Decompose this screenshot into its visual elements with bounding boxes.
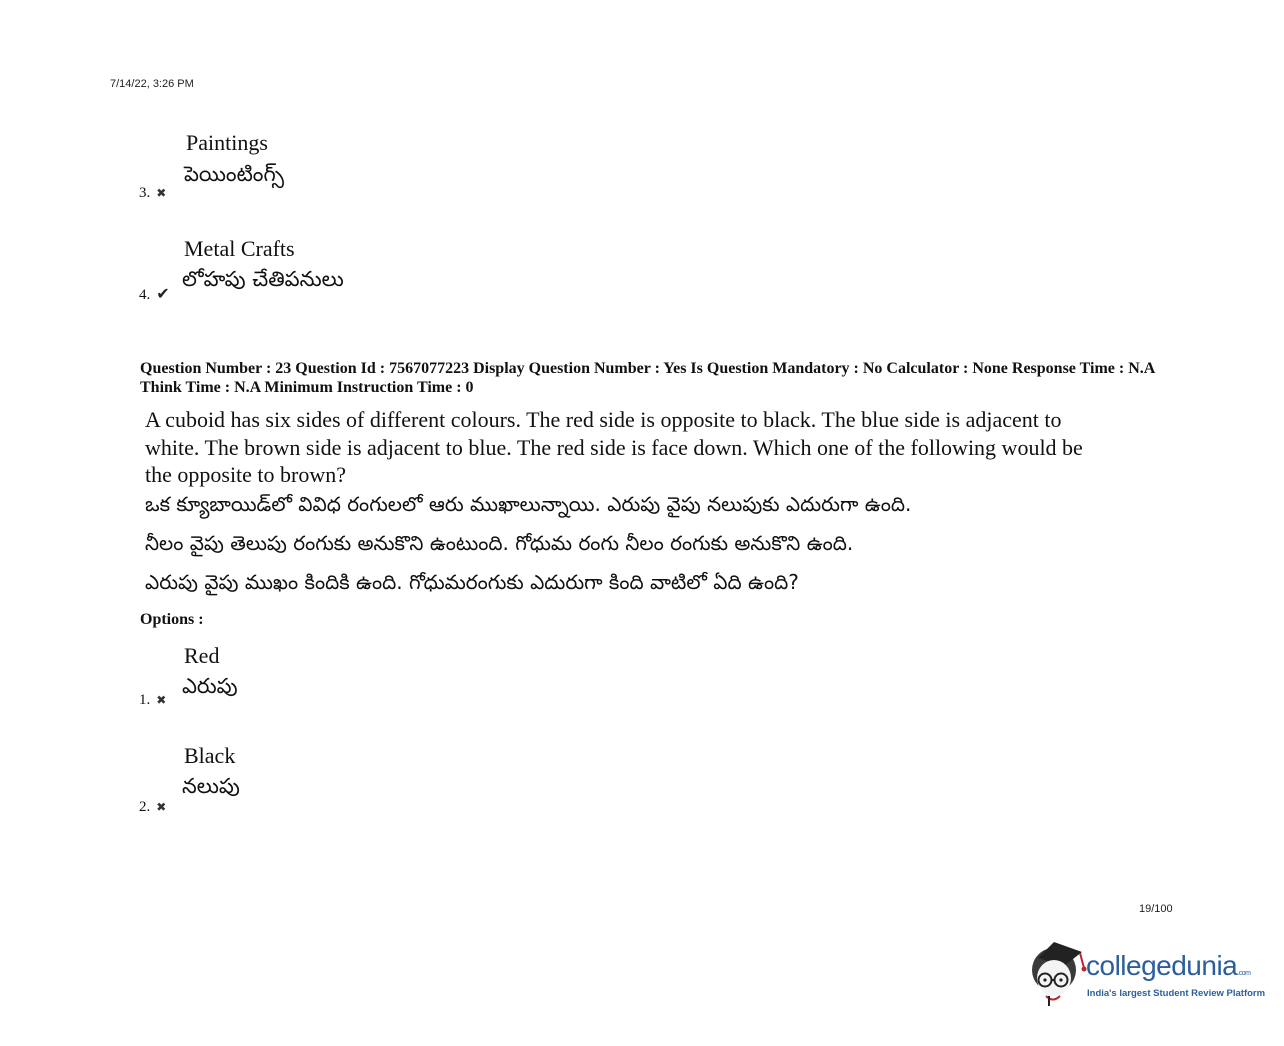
cross-icon: ✖: [156, 186, 167, 200]
mascot-icon: [1024, 938, 1088, 1010]
option-4-english: Metal Crafts: [184, 236, 295, 261]
logo-wordmark: [1086, 950, 1250, 982]
option-2-number: 2.: [139, 799, 151, 815]
print-timestamp: 7/14/22, 3:26 PM: [110, 78, 194, 90]
collegedunia-logo: [1024, 938, 1088, 1015]
cross-icon: ✖: [156, 693, 167, 707]
option-1-marker: [139, 691, 166, 709]
option-2-marker: [139, 798, 166, 816]
logo-tagline: India's largest Student Review Platform: [1087, 988, 1266, 999]
options-label: Options :: [140, 611, 204, 628]
question-text-telugu-line-3: ఎరుపు వైపు ముఖం కిందికి ఉంది. గోధుమరంగుకు ఎదురుగా కింది వాటిలో ఏది ఉంది?: [145, 570, 799, 594]
option-2-english: Black: [184, 743, 236, 768]
check-icon: ✔: [156, 284, 170, 303]
option-3-number: 3.: [139, 185, 151, 201]
question-text-telugu-line-1: ఒక క్యూబాయిడ్‌లో వివిధ రంగులలో ఆరు ముఖాలున్నాయి. ఎరుపు వైపు నలుపుకు ఎదురుగా ఉంది.: [145, 492, 912, 516]
option-4-telugu: లోహపు చేతిపనులు: [182, 267, 344, 291]
question-text-english: A cuboid has six sides of different colours. The red side is opposite to black. The blue side is adjacent to white. The brown side is adjacent to blue. The red side is face down. Which one of the following would be the opposite to brown?: [145, 407, 1083, 487]
option-4-number: 4.: [139, 287, 151, 303]
option-1-telugu: ఎరుపు: [182, 674, 238, 698]
option-4-marker: [139, 284, 170, 304]
page-number: 19/100: [1139, 903, 1173, 915]
option-2-telugu: నలుపు: [182, 774, 240, 798]
option-3-telugu: పెయింటింగ్స్: [184, 162, 285, 186]
cross-icon: ✖: [156, 800, 167, 814]
logo-suffix: .com: [1237, 970, 1251, 977]
option-1-english: Red: [184, 643, 220, 668]
option-1-number: 1.: [139, 692, 151, 708]
question-text-telugu-line-2: నీలం వైపు తెలుపు రంగుకు అనుకొని ఉంటుంది. గోధుమ రంగు నీలం రంగుకు అనుకొని ఉంది.: [145, 531, 854, 555]
logo-name: collegedunia: [1086, 950, 1238, 981]
option-3-english: Paintings: [186, 130, 268, 155]
question-meta: Question Number : 23 Question Id : 7567077223 Display Question Number : Yes Is Question Mandatory : No Calculator : None Response Time : N.A Think Time : N.A Minimum Instruction Time : 0: [140, 360, 1155, 396]
option-3-marker: [139, 184, 166, 202]
